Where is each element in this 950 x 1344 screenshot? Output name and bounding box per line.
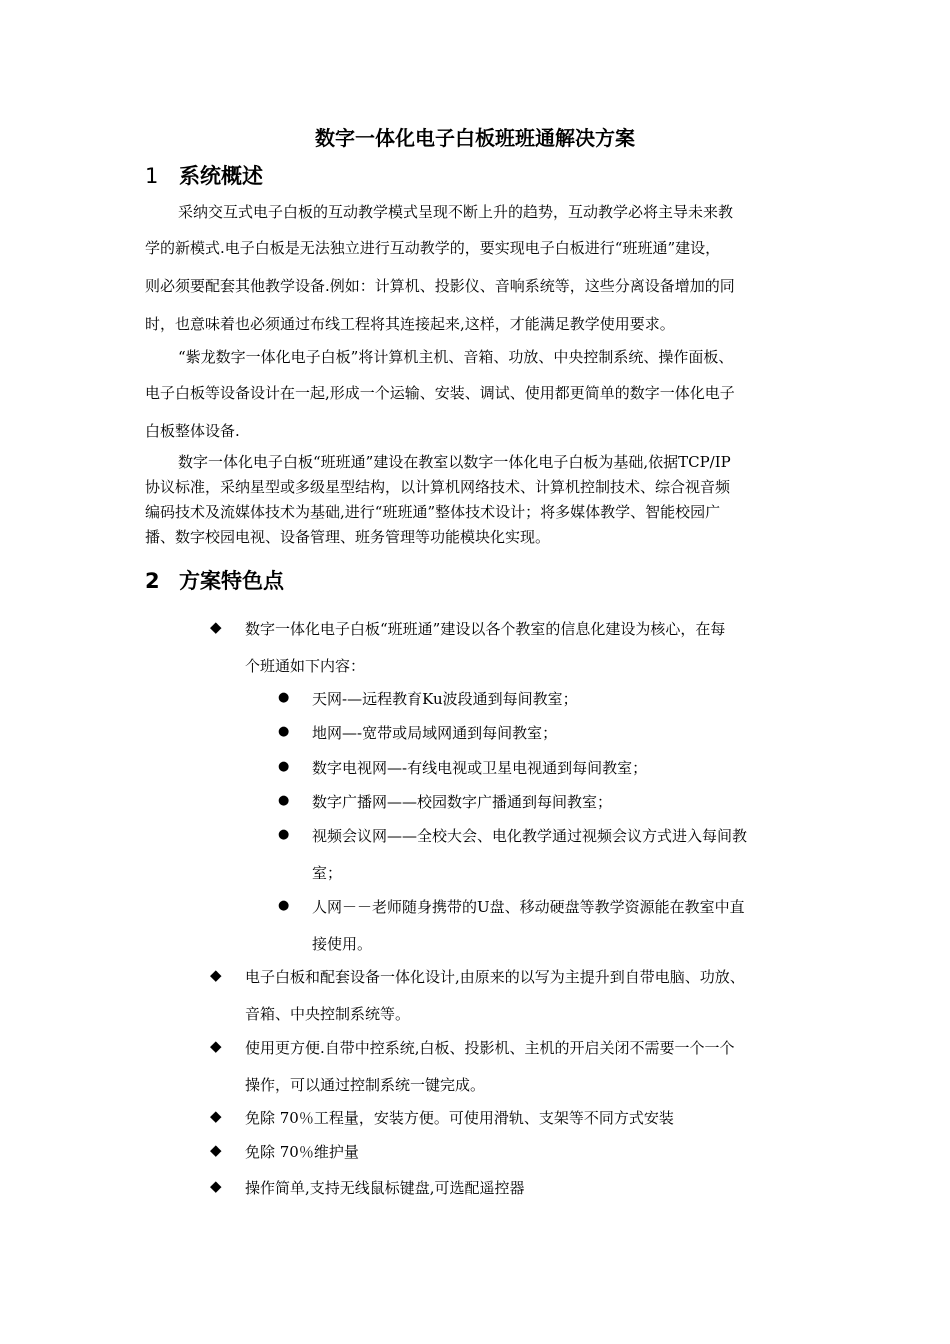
diamond-bullet-icon: ◆ bbox=[210, 1141, 222, 1159]
sub-bullet-text: 地网—-宽带或局域网通到每间教室； bbox=[312, 724, 558, 742]
section-2-number: 2 bbox=[145, 569, 160, 593]
sub-bullet-text: 数字电视网—-有线电视或卫星电视通到每间教室； bbox=[312, 759, 648, 777]
sub-bullet-text: 人网－－老师随身携带的U盘、移动硬盘等教学资源能在教室中直 bbox=[312, 898, 745, 916]
section-1-heading bbox=[145, 160, 263, 190]
sub-bullet-text: 接使用。 bbox=[312, 935, 373, 953]
diamond-bullet-icon: ◆ bbox=[210, 966, 222, 984]
paragraph-line: 编码技术及流媒体技术为基础,进行“班班通”整体技术设计；将多媒体教学、智能校园广 bbox=[145, 503, 721, 521]
dot-bullet-icon: ● bbox=[278, 827, 290, 842]
paragraph-line: 白板整体设备. bbox=[145, 422, 240, 440]
section-1-number: 1 bbox=[145, 164, 159, 188]
diamond-bullet-icon: ◆ bbox=[210, 1037, 222, 1055]
bullet-text: 操作，可以通过控制系统一键完成。 bbox=[245, 1076, 486, 1094]
section-2-title: 方案特色点 bbox=[179, 569, 284, 593]
bullet-text: 免除 70％维护量 bbox=[245, 1143, 359, 1161]
paragraph-line: 数字一体化电子白板“班班通”建设在教室以数字一体化电子白板为基础,依据TCP/IP bbox=[178, 453, 731, 471]
paragraph-line: “紫龙数字一体化电子白板”将计算机主机、音箱、功放、中央控制系统、操作面板、 bbox=[178, 348, 734, 366]
sub-bullet-text: 数字广播网——校园数字广播通到每间教室； bbox=[312, 793, 613, 811]
paragraph-line: 时，也意味着也必须通过布线工程将其连接起来,这样，才能满足教学使用要求。 bbox=[145, 315, 675, 333]
paragraph-line: 采纳交互式电子白板的互动教学模式呈现不断上升的趋势，互动教学必将主导未来教 bbox=[178, 203, 734, 221]
diamond-bullet-icon: ◆ bbox=[210, 618, 222, 636]
bullet-text: 数字一体化电子白板“班班通”建设以各个教室的信息化建设为核心，在每 bbox=[245, 620, 726, 638]
bullet-text: 个班通如下内容： bbox=[245, 657, 366, 675]
paragraph-line: 学的新模式.电子白板是无法独立进行互动教学的，要实现电子白板进行“班班通”建设， bbox=[145, 239, 721, 257]
section-1-title: 系统概述 bbox=[179, 164, 263, 188]
sub-bullet-text: 天网-—远程教育Ku波段通到每间教室； bbox=[312, 690, 578, 708]
sub-bullet-text: 视频会议网——全校大会、电化教学通过视频会议方式进入每间教 bbox=[312, 827, 748, 845]
diamond-bullet-icon: ◆ bbox=[210, 1177, 222, 1195]
dot-bullet-icon: ● bbox=[278, 724, 290, 739]
bullet-text: 使用更方便.自带中控系统,白板、投影机、主机的开启关闭不需要一个一个 bbox=[245, 1039, 735, 1057]
document-title: 数字一体化电子白板班班通解决方案 bbox=[315, 126, 635, 150]
diamond-bullet-icon: ◆ bbox=[210, 1107, 222, 1125]
section-2-heading bbox=[145, 565, 284, 595]
paragraph-line: 协议标准，采纳星型或多级星型结构，以计算机网络技术、计算机控制技术、综合视音频 bbox=[145, 478, 731, 496]
paragraph-line: 播、数字校园电视、设备管理、班务管理等功能模块化实现。 bbox=[145, 528, 551, 546]
bullet-text: 免除 70％工程量，安装方便。可使用滑轨、支架等不同方式安装 bbox=[245, 1109, 674, 1127]
bullet-text: 音箱、中央控制系统等。 bbox=[245, 1005, 411, 1023]
dot-bullet-icon: ● bbox=[278, 690, 290, 705]
dot-bullet-icon: ● bbox=[278, 898, 290, 913]
dot-bullet-icon: ● bbox=[278, 793, 290, 808]
paragraph-line: 则必须要配套其他教学设备.例如：计算机、投影仪、音响系统等，这些分离设备增加的同 bbox=[145, 277, 735, 295]
dot-bullet-icon: ● bbox=[278, 759, 290, 774]
bullet-text: 电子白板和配套设备一体化设计,由原来的以写为主提升到自带电脑、功放、 bbox=[245, 968, 745, 986]
paragraph-line: 电子白板等设备设计在一起,形成一个运输、安装、调试、使用都更简单的数字一体化电子 bbox=[145, 384, 735, 402]
sub-bullet-text: 室； bbox=[312, 864, 343, 882]
bullet-text: 操作简单,支持无线鼠标键盘,可选配遥控器 bbox=[245, 1179, 525, 1197]
